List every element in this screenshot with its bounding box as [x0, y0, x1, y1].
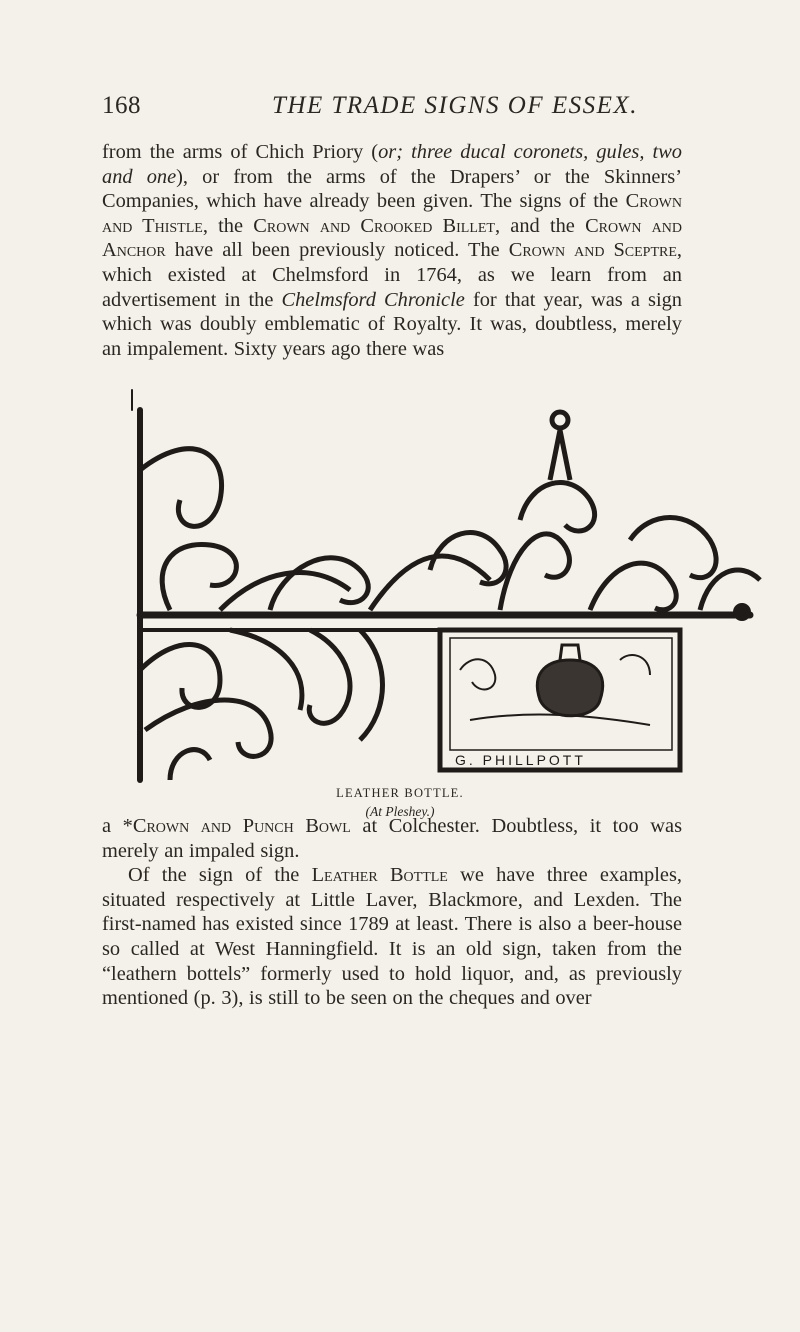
arm-finial — [736, 606, 748, 618]
scroll — [520, 483, 595, 531]
text-run: Of the sign of the — [128, 864, 312, 887]
hanging-panel — [440, 630, 680, 770]
sign-name: Leather Bottle — [311, 864, 448, 887]
scroll — [162, 544, 236, 610]
scroll — [500, 534, 569, 610]
figure-subcaption: (At Pleshey.) — [365, 804, 435, 819]
newspaper-title: Chelmsford Chronicle — [281, 288, 465, 311]
wrought-iron-sign-drawing — [110, 370, 770, 790]
crest-knob — [552, 412, 568, 428]
text-run: , the — [202, 214, 254, 237]
running-header — [102, 92, 702, 126]
running-title: THE TRADE SIGNS OF ESSEX. — [272, 92, 638, 119]
scroll — [170, 750, 210, 780]
sign-name: Crown and Sceptre — [508, 239, 677, 262]
paragraph-text — [102, 863, 682, 1011]
text-run: a * — [102, 815, 133, 837]
scroll — [145, 700, 271, 756]
sign-name: Crown and Crooked Billet — [253, 214, 495, 237]
text-run: at Colchester. Doubtless, it too was merely an impaled sign. — [102, 815, 683, 862]
text-run: for that year, was a sign which was doubly emblematic of Royalty. It was, doubtless, merely an impalement. Sixty years ago there was — [102, 288, 682, 360]
text-run-italic: or; three ducal coronets, gules, two and one — [102, 141, 682, 188]
artist-signature: G. PHILLPOTT — [455, 752, 586, 768]
leather-bottle-illustration — [110, 370, 770, 790]
text-run: we have three examples, situated respectively at Little Laver, Blackmore, and Lexden. The first-named has existed since 1789 at least. There is also a beer-house so called at West Hanningfield. It is an old sign, taken from the “leathern bottels” formerly used to hold liquor, and, as previously mentioned (p. 3), is still to be seen on the cheques and over — [102, 864, 682, 1010]
paragraph-top — [102, 140, 682, 361]
text-run: , and the — [495, 214, 586, 237]
scroll — [590, 563, 676, 610]
scroll — [309, 630, 350, 723]
paragraph-text — [102, 814, 682, 863]
text-run: , which existed at Chelmsford in 1764, as we learn from an advertisement in the — [102, 239, 683, 311]
paragraph-bottom — [102, 814, 682, 1011]
figure-caption: LEATHER BOTTLE. — [336, 786, 464, 800]
foliage — [460, 659, 495, 689]
page-number: 168 — [102, 92, 141, 119]
sign-name: Crown and Thistle — [102, 190, 682, 237]
text-run: ), or from the arms of the Drapers’ or the Skinners’ Companies, which have already been given. The signs of the — [102, 165, 682, 213]
text-run: from the arms of Chich Priory ( — [102, 141, 379, 163]
scroll — [140, 449, 222, 527]
branch — [620, 655, 650, 675]
scroll — [140, 645, 220, 708]
lower-scrollwork — [140, 630, 383, 780]
scroll — [230, 630, 302, 710]
text-run: have all been previously noticed. The — [165, 239, 509, 262]
ground-line — [470, 715, 650, 725]
sign-name: Crown and Anchor — [102, 214, 682, 262]
leather-bottle-icon — [537, 660, 602, 716]
upper-scrollwork — [140, 412, 760, 610]
paragraph-text — [102, 140, 682, 361]
scroll — [360, 630, 383, 740]
sign-name: Crown and Punch Bowl — [132, 815, 351, 837]
bottle-neck — [560, 645, 580, 660]
scroll — [630, 518, 716, 578]
crest — [550, 430, 570, 480]
scroll — [270, 558, 368, 610]
